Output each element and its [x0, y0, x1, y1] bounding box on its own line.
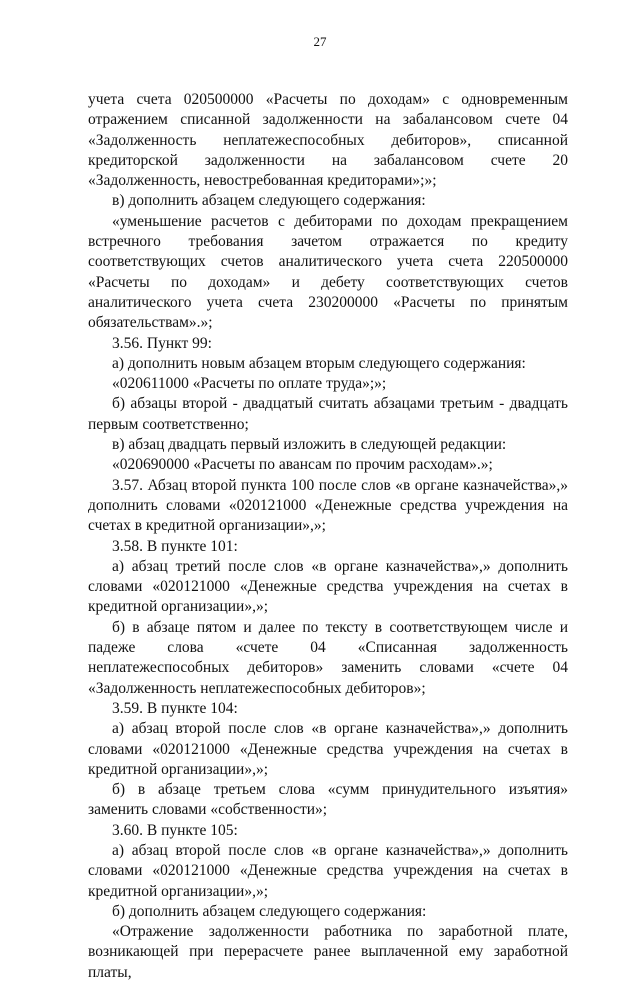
paragraph: б) в абзаце пятом и далее по тексту в соответствующем числе и падеже слова «счете 04 «Списанная задолженность неплатежеспособных дебиторов» заменить словами «счете 04 «Задолженность неплатежеспособных дебиторов»; [88, 618, 568, 697]
paragraph: учета счета 020500000 «Расчеты по доходам» с одновременным отражением списанной задолженности на забалансовом счете 04 «Задолженность неплатежеспособных дебиторов», списанной кредиторской задолженности на забалансовом счете 20 «Задолженность, невостребованная кредиторами»;»; [88, 91, 568, 190]
paragraph: а) абзац второй после слов «в органе казначейства»,» дополнить словами «020121000 «Денежные средства учреждения на счетах в кредитной организации»,»; [88, 841, 568, 900]
paragraph: в) абзац двадцать первый изложить в следующей редакции: [112, 436, 507, 454]
paragraph: «020611000 «Расчеты по оплате труда»;»; [112, 375, 387, 393]
paragraph: 3.59. В пункте 104: [112, 699, 238, 717]
paragraph: «Отражение задолженности работника по заработной плате, возникающей при перерасчете ранее выплаченной ему заработной платы, [88, 923, 568, 981]
paragraph: б) в абзаце третьем слова «сумм принудительного изъятия» заменить словами «собственности»; [88, 781, 568, 819]
paragraph: 3.57. Абзац второй пункта 100 после слов «в органе казначейства»,» дополнить словами «020121000 «Денежные средства учреждения на счетах в кредитной организации»,»; [88, 476, 568, 535]
paragraph: а) абзац третий после слов «в органе казначейства»,» дополнить словами «020121000 «Денежные средства учреждения на счетах в кредитной организации»,»; [88, 557, 568, 616]
paragraph: в) дополнить абзацем следующего содержания: [112, 192, 426, 210]
document-body [88, 90, 568, 983]
paragraph: б) дополнить абзацем следующего содержания: [112, 902, 427, 920]
paragraph: «уменьшение расчетов с дебиторами по доходам прекращением встречного требования зачетом отражается по кредиту соответствующих счетов аналитического учета счета 220500000 «Расчеты по доходам» и дебету соответствующих счетов аналитического учета счета 230200000 «Расчеты по принятым обязательствам».»; [88, 212, 568, 332]
paragraph: а) дополнить новым абзацем вторым следующего содержания: [112, 354, 526, 372]
paragraph: 3.56. Пункт 99: [112, 334, 212, 352]
page-number: 27 [313, 34, 327, 49]
paragraph: 3.58. В пункте 101: [112, 537, 238, 555]
paragraph: б) абзацы второй - двадцатый считать абзацами третьим - двадцать первым соответственно; [88, 395, 568, 433]
paragraph: а) абзац второй после слов «в органе казначейства»,» дополнить словами «020121000 «Денежные средства учреждения на счетах в кредитной организации»,»; [88, 720, 568, 778]
paragraph: «020690000 «Расчеты по авансам по прочим расходам».»; [112, 456, 493, 474]
paragraph: 3.60. В пункте 105: [112, 821, 238, 839]
